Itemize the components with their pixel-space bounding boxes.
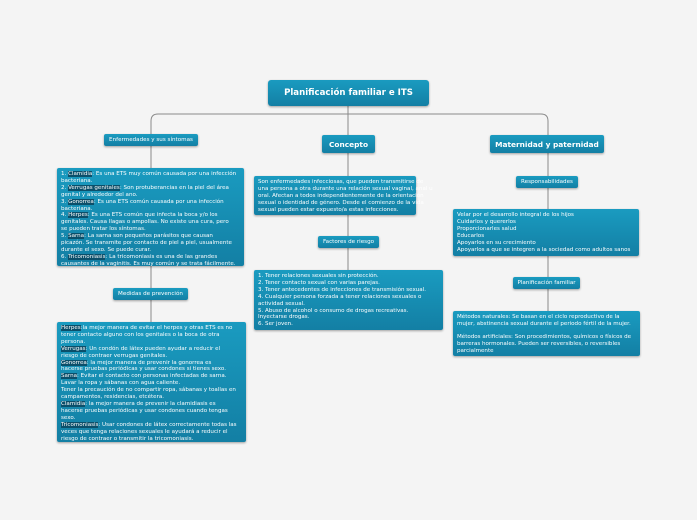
enfermedad-line-text: genitales. Causa llagas o ampollas. No existe una cura, pero — [61, 219, 229, 226]
enfermedad-line-number: 3. — [61, 198, 69, 205]
concepto-line: sexual o identidad de género. Desde el comienzo de la vida — [258, 199, 424, 206]
enfermedad-line-text: : La tricomoniasis es una de las grandes — [105, 253, 218, 260]
concepto-line: Son enfermedades infecciosas, que pueden transmitirse de — [258, 179, 424, 185]
medida-line-text: : la mejor manera de prevenir la clamidiasis es — [85, 400, 216, 407]
medida-line-term: Tricomoniasis — [61, 421, 99, 428]
enfermedades-list[interactable] — [57, 168, 244, 266]
concepto-definition[interactable] — [254, 176, 433, 215]
enfermedad-line-term: Sarna — [68, 233, 85, 240]
factor-line: 4. Cualquier persona forzada a tener relaciones sexuales o — [258, 293, 422, 300]
medida-line — [61, 366, 242, 373]
enfermedad-line-number: 5. — [61, 233, 69, 240]
topic-medidas-prevencion[interactable] — [113, 288, 188, 300]
medida-line — [61, 394, 242, 401]
enfermedad-line-number: 4. — [61, 212, 69, 219]
enfermedad-line-text: picazón. Se transmite por contacto de piel a piel, usualmente — [61, 240, 232, 247]
medida-line-text: Tener la precaución de no compartir ropa, sábanas y toallas en — [61, 387, 236, 394]
responsabilidades-list[interactable] — [453, 209, 639, 256]
factor-line: 1. Tener relaciones sexuales sin protección. — [258, 273, 379, 279]
medida-line — [61, 408, 242, 415]
medida-line — [61, 346, 242, 353]
medida-line-text: persona. — [61, 338, 86, 345]
factor-line: 6. Ser joven. — [258, 321, 293, 328]
enfermedad-line-number: 2. — [61, 184, 69, 191]
enfermedad-line — [61, 261, 240, 268]
metodos-naturales: Métodos naturales: Se basan en el ciclo reproductivo de la mujer, abstinencia sexual durante el periodo fértil de la mujer. — [457, 314, 631, 327]
medida-line-text: :la mejor manera de evitar el herpes y otras ETS es no — [80, 325, 233, 331]
enfermedad-line — [61, 212, 240, 219]
topic-responsabilidades[interactable] — [516, 176, 578, 188]
factor-line: actividad sexual. — [258, 300, 305, 307]
medida-line-text: Lavar la ropa y sábanas con agua caliente. — [61, 380, 181, 387]
medida-line — [61, 325, 242, 332]
enfermedad-line-text: : Es una ETS común que infecta la boca y/o los — [87, 212, 218, 219]
topic-maternidad-title: Maternidad y paternidad — [495, 139, 599, 149]
factor-line: 5. Abuso de alcohol o consumo de drogas recreativas. — [258, 307, 409, 314]
enfermedad-line-text: durante el sexo. Se puede curar. — [61, 246, 152, 253]
topic-enfermedades-title: Enfermedades y sus síntomas — [109, 137, 193, 143]
concepto-line: oral. Afectan a todos independientemente de la orientación — [258, 192, 424, 199]
responsabilidad-line: Educarlos — [457, 232, 485, 239]
enfermedad-line — [61, 240, 240, 247]
medida-line-text: riesgo de contraer verrugas genitales. — [61, 352, 168, 359]
topic-medidas-title: Medidas de prevención — [118, 291, 183, 297]
topic-planificacion-title: Planificación familiar — [517, 280, 576, 286]
topic-enfermedades[interactable] — [104, 134, 198, 146]
enfermedad-line-term: Herpes — [68, 212, 88, 219]
enfermedad-line — [61, 171, 240, 178]
medida-line-text: sexo. — [61, 414, 76, 421]
medida-line-term: Gonorrea — [61, 359, 87, 366]
enfermedad-line-number: 6. — [61, 253, 69, 260]
enfermedad-line-text: bacteriana. — [61, 205, 93, 212]
root-topic[interactable] — [268, 80, 429, 106]
enfermedad-line-text: : Es una ETS muy común causada por una infección — [92, 171, 237, 177]
concepto-line: sexual pueden estar expuesto/a estas infecciones. — [258, 206, 399, 213]
topic-responsabilidades-title: Responsabilidades — [521, 179, 573, 185]
enfermedad-line — [61, 247, 240, 254]
root-title: Planificación familiar e ITS — [284, 88, 413, 98]
medida-line — [61, 353, 242, 360]
enfermedad-line — [61, 192, 240, 199]
medida-line-text: : Evitar el contacto con personas infectadas de sarna. — [77, 373, 227, 380]
responsabilidad-line: Velar por el desarrollo integral de los hijos — [457, 212, 574, 218]
medida-line-text: veces que tenga relaciones sexuales le ayudará a reducir el — [61, 428, 228, 435]
enfermedad-line-term: Tricomoniasis — [68, 253, 106, 260]
responsabilidad-line: Apoyarlos a que se integren a la sociedad como adultos sanos — [457, 246, 631, 253]
medida-line — [61, 339, 242, 346]
medida-line-text: campamentos, residencias, etcétera. — [61, 394, 165, 401]
medida-line-text: riesgo de contraer o transmitir la tricomoniasis. — [61, 435, 194, 442]
topic-maternidad[interactable] — [490, 135, 604, 153]
enfermedad-line-text: se pueden tratar los síntomas. — [61, 226, 146, 233]
medida-line-term: Herpes — [61, 325, 81, 331]
topic-factores-riesgo[interactable] — [318, 236, 379, 248]
topic-factores-title: Factores de riesgo — [322, 239, 375, 245]
medida-line-term: Clamidia — [61, 400, 86, 407]
enfermedad-line-text: causantes de la vaginitis. Es muy común y se trata fácilmente. — [61, 260, 236, 267]
medida-line-term: Sarna — [61, 373, 78, 380]
responsabilidad-line: Proporcionarles salud — [457, 225, 517, 232]
medida-line-text: hacerse pruebas periódicas y usar condones si tienes sexo. — [61, 366, 226, 373]
enfermedad-line-text: bacteriana. — [61, 177, 93, 184]
enfermedad-line-term: Clamidia — [68, 171, 93, 177]
topic-planificacion-familiar[interactable] — [513, 277, 580, 289]
metodos-artificiales: Métodos artificiales: Son procedimientos, químicos o físicos de barreras hormonales. Pueden ser reversibles, o reversibles parcialmente — [457, 333, 632, 354]
medida-line — [61, 436, 242, 443]
planificacion-metodos[interactable] — [453, 311, 640, 356]
medida-line — [61, 429, 242, 436]
medida-line-text: : Usar condones de látex correctamente todas las — [98, 421, 237, 428]
medida-line — [61, 415, 242, 422]
medida-line — [61, 332, 242, 339]
medida-line-text: : Un condón de látex pueden ayudar a reducir el — [85, 345, 221, 352]
responsabilidad-line: Cuidarlos y quererlos — [457, 218, 516, 225]
factor-line: 3. Tener antecedentes de infecciones de transmisión sexual. — [258, 286, 426, 293]
enfermedad-line-number: 1. — [61, 171, 69, 177]
factor-line: Inyectarse drogas. — [258, 314, 310, 321]
enfermedad-line-term: Gonorrea — [68, 198, 94, 205]
medida-line — [61, 401, 242, 408]
medidas-prevencion-list[interactable] — [57, 322, 246, 442]
concepto-line: una persona a otra durante una relación sexual vaginal, anal u — [258, 185, 433, 192]
enfermedad-line-text: : Son protuberancias en la piel del área — [119, 184, 229, 191]
medida-line — [61, 422, 242, 429]
enfermedad-line — [61, 199, 240, 206]
medida-line-term: Verrugas — [61, 345, 86, 352]
topic-concepto-title: Concepto — [328, 139, 369, 149]
medida-line-text: hacerse pruebas periódicas y usar condones cuando tengas — [61, 407, 228, 414]
enfermedad-line-text: : La sarna son pequeños parásitos que causan — [84, 233, 213, 240]
enfermedad-line — [61, 185, 240, 192]
topic-concepto[interactable] — [322, 135, 375, 153]
factor-line: 2. Tener contacto sexual con varias parejas. — [258, 279, 380, 286]
enfermedad-line-term: Verrugas genitales — [68, 184, 120, 191]
responsabilidad-line: Apoyarlos en su crecimiento — [457, 239, 536, 246]
medida-line-text: : la mejor manera de prevenir la gonorrea es — [86, 359, 212, 366]
medida-line-text: tener contacto alguno con los genitales o la boca de otra — [61, 331, 220, 338]
enfermedad-line — [61, 178, 240, 185]
enfermedad-line-text: : Es una ETS común causada por una infección — [93, 198, 224, 205]
enfermedad-line-text: genital y alrededor del ano. — [61, 191, 138, 198]
factores-riesgo-list[interactable] — [254, 270, 443, 330]
enfermedad-line — [61, 254, 240, 261]
